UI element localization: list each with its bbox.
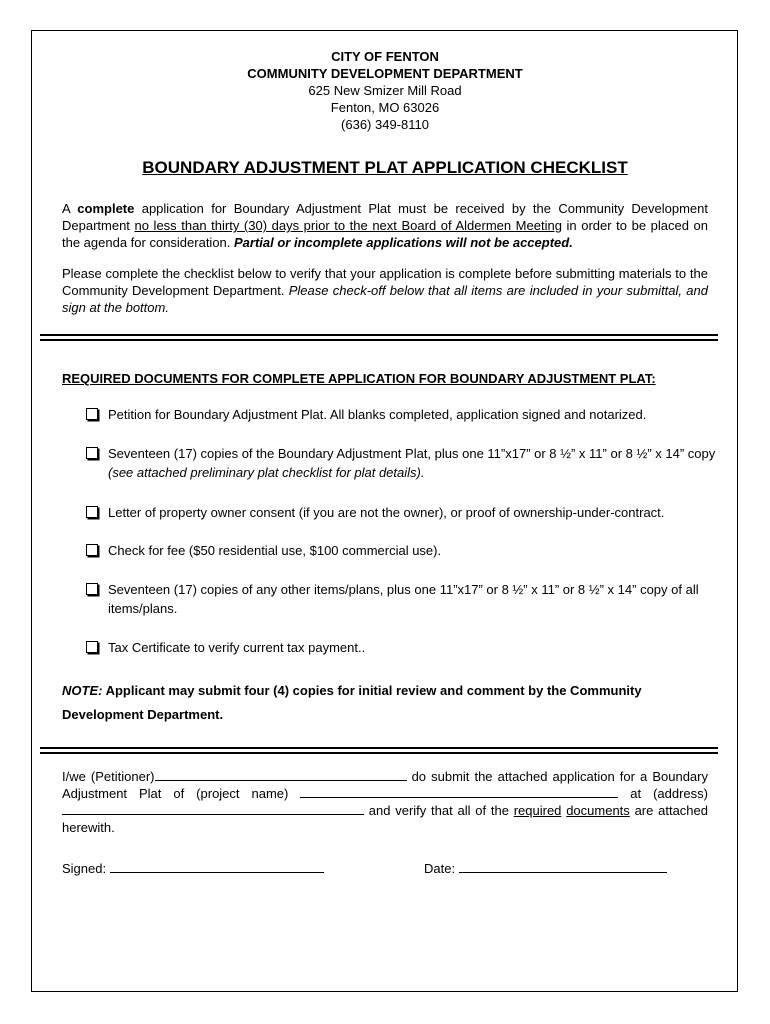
signature-field[interactable]	[110, 860, 324, 873]
checklist-item	[86, 503, 716, 522]
petition-text: do submit the attached application for a Boundary Adjustment Plat of (project name)	[62, 769, 708, 801]
checklist-item	[86, 405, 716, 424]
checklist-item-text: Seventeen (17) copies of any other items/plans, plus one 11”x17” or 8 ½” x 11” or 8 ½” x 14” copy of all items/plans.	[108, 582, 699, 616]
checklist-item-text: Letter of property owner consent (if you are not the owner), or proof of ownership-under-contract.	[108, 505, 665, 520]
warning-text: Partial or incomplete applications will not be accepted.	[234, 235, 573, 250]
documents-underlined: documents	[566, 803, 630, 818]
checklist-item	[86, 580, 716, 618]
checkbox[interactable]	[86, 544, 98, 556]
signed-label: Signed:	[62, 861, 110, 876]
checklist-item-text	[108, 444, 716, 482]
page-title: BOUNDARY ADJUSTMENT PLAT APPLICATION CHECKLIST	[142, 158, 628, 177]
item-text-main: Seventeen (17) copies of the Boundary Adjustment Plat, plus one 11”x17” or 8 ½” x 11” or 8 ½” x 14” copy	[108, 446, 716, 461]
intro-text: A	[62, 201, 78, 216]
required-documents-heading: REQUIRED DOCUMENTS FOR COMPLETE APPLICATION FOR BOUNDARY ADJUSTMENT PLAT:	[62, 371, 656, 386]
intro-text: Please complete the checklist below to verify that your application is complete before submitting materials to the Community Development Department.	[62, 266, 708, 298]
date-line	[424, 860, 667, 876]
checkbox[interactable]	[86, 506, 98, 518]
petition-text: at (address)	[618, 786, 708, 801]
date-field[interactable]	[459, 860, 667, 873]
checklist-item	[86, 444, 716, 482]
complete-emphasis: complete	[77, 201, 135, 216]
intro-text: in order to be placed on the agenda for consideration.	[62, 218, 708, 250]
checkbox[interactable]	[86, 447, 98, 459]
checklist-item	[86, 638, 716, 657]
street-address: 625 New Smizer Mill Road	[308, 83, 462, 98]
petition-text: are attached herewith.	[62, 803, 708, 835]
letterhead	[0, 48, 770, 133]
checklist-item	[86, 541, 716, 560]
note-text: Applicant may submit four (4) copies for initial review and comment by the Community Development Department.	[62, 683, 642, 722]
petitioner-name-field[interactable]	[155, 768, 407, 781]
note-label: NOTE:	[62, 683, 103, 698]
address-field[interactable]	[62, 802, 364, 815]
petition-text: and verify that all of the	[364, 803, 514, 818]
checkbox[interactable]	[86, 641, 98, 653]
checkbox[interactable]	[86, 408, 98, 420]
divider	[40, 747, 718, 754]
phone-number: (636) 349-8110	[341, 117, 429, 132]
divider	[40, 334, 718, 341]
project-name-field[interactable]	[300, 785, 618, 798]
deadline-text: no less than thirty (30) days prior to the next Board of Aldermen Meeting	[134, 218, 562, 233]
department-name: COMMUNITY DEVELOPMENT DEPARTMENT	[247, 66, 523, 81]
petition-text: I/we (Petitioner)	[62, 769, 155, 784]
item-text-italic: (see attached preliminary plat checklist for plat details).	[108, 465, 425, 480]
required-underlined: required	[513, 803, 562, 818]
petition-statement	[62, 768, 708, 836]
intro-paragraph-2	[62, 265, 708, 316]
intro-paragraph-1	[62, 200, 708, 251]
city-state-zip: Fenton, MO 63026	[330, 100, 440, 115]
intro-text: application for Boundary Adjustment Plat must be received by the Community Development Department	[62, 201, 708, 233]
signed-line	[62, 860, 324, 876]
checkbox[interactable]	[86, 583, 98, 595]
note	[62, 679, 712, 727]
checklist-item-text: Tax Certificate to verify current tax payment..	[108, 640, 366, 655]
date-label: Date:	[424, 861, 459, 876]
checklist-item-text: Check for fee ($50 residential use, $100 commercial use).	[108, 543, 442, 558]
instruction-text: Please check-off below that all items are included in your submittal, and sign at the bottom.	[62, 283, 708, 315]
city-name: CITY OF FENTON	[331, 49, 439, 64]
checklist-item-text: Petition for Boundary Adjustment Plat. All blanks completed, application signed and notarized.	[108, 407, 647, 422]
